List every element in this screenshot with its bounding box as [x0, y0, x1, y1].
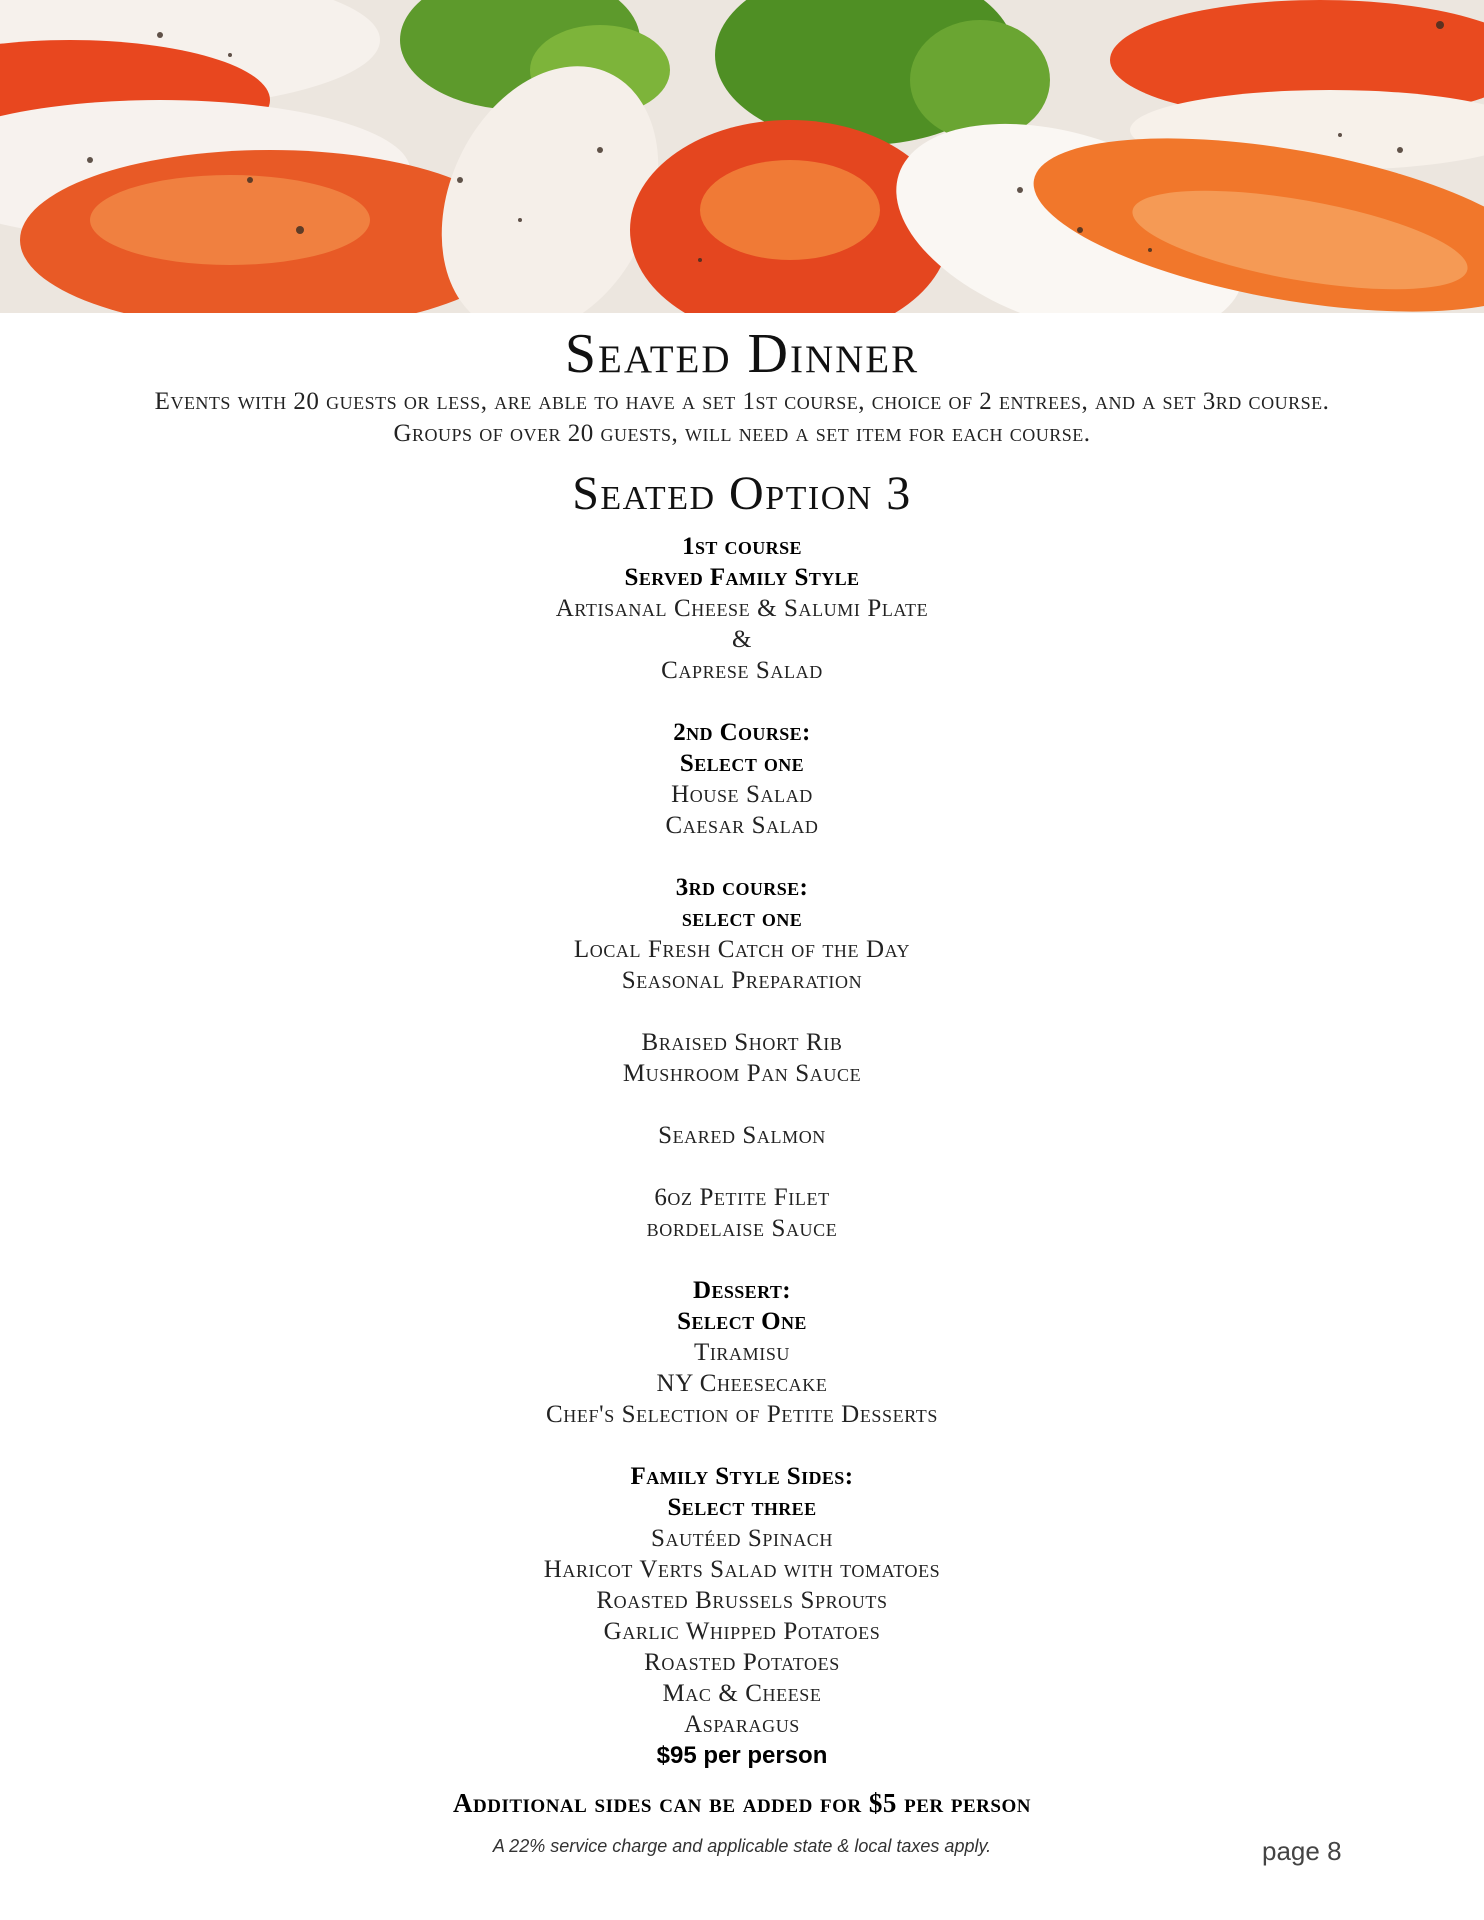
- menu-item: House Salad: [671, 781, 813, 808]
- section-heading: 1st course: [682, 533, 802, 560]
- additional-sides-note: Additional sides can be added for $5 per person: [453, 1788, 1031, 1818]
- menu-item: Caesar Salad: [665, 812, 819, 839]
- section-subheading: Select one: [679, 750, 805, 777]
- menu-item: bordelaise Sauce: [646, 1215, 838, 1242]
- menu-item: Roasted Potatoes: [644, 1649, 840, 1676]
- menu-item: &: [731, 626, 753, 653]
- page-title: Seated Dinner: [564, 323, 920, 385]
- menu-item: Tiramisu: [693, 1339, 791, 1366]
- menu-item: Asparagus: [684, 1711, 800, 1738]
- section-heading: Dessert:: [693, 1277, 791, 1304]
- intro-line: Events with 20 guests or less, are able to have a set 1st course, choice of 2 entrees, and a set 3rd course.: [154, 388, 1330, 415]
- tax-note: A 22% service charge and applicable state & local taxes apply.: [492, 1836, 992, 1856]
- menu-item: Local Fresh Catch of the Day: [573, 936, 911, 963]
- hero-food-image: [0, 0, 1484, 313]
- menu-item: Seasonal Preparation: [621, 967, 863, 994]
- section-subheading: Select One: [677, 1308, 807, 1335]
- intro-text: [30, 386, 1454, 450]
- menu-item: Garlic Whipped Potatoes: [603, 1618, 881, 1645]
- section-subheading: Select three: [667, 1494, 817, 1521]
- price: $95 per person: [656, 1742, 828, 1769]
- menu-item: Artisanal Cheese & Salumi Plate: [555, 595, 929, 622]
- menu-item: Sautéed Spinach: [650, 1525, 834, 1552]
- section-heading: 2nd Course:: [673, 719, 811, 746]
- menu-item: Roasted Brussels Sprouts: [596, 1587, 888, 1614]
- menu-item: Braised Short Rib: [641, 1029, 843, 1056]
- menu-item: Haricot Verts Salad with tomatoes: [543, 1556, 941, 1583]
- menu-item: Caprese Salad: [661, 657, 823, 684]
- intro-line: Groups of over 20 guests, will need a set item for each course.: [393, 420, 1091, 447]
- menu-item: Mushroom Pan Sauce: [622, 1060, 862, 1087]
- section-heading: 3rd course:: [675, 874, 809, 901]
- section-subheading: select one: [681, 905, 803, 932]
- menu-item: Mac & Cheese: [662, 1680, 822, 1707]
- menu-item: 6oz Petite Filet: [654, 1184, 830, 1211]
- section-subheading: Served Family Style: [624, 564, 860, 591]
- menu-item: Seared Salmon: [658, 1122, 826, 1149]
- menu-item: NY Cheesecake: [656, 1370, 828, 1397]
- section-heading: Family Style Sides:: [630, 1463, 854, 1490]
- menu-list: [0, 531, 1484, 1771]
- page-number: page 8: [1262, 1836, 1342, 1866]
- option-title: Seated Option 3: [572, 467, 912, 520]
- menu-item: Chef's Selection of Petite Desserts: [546, 1401, 938, 1428]
